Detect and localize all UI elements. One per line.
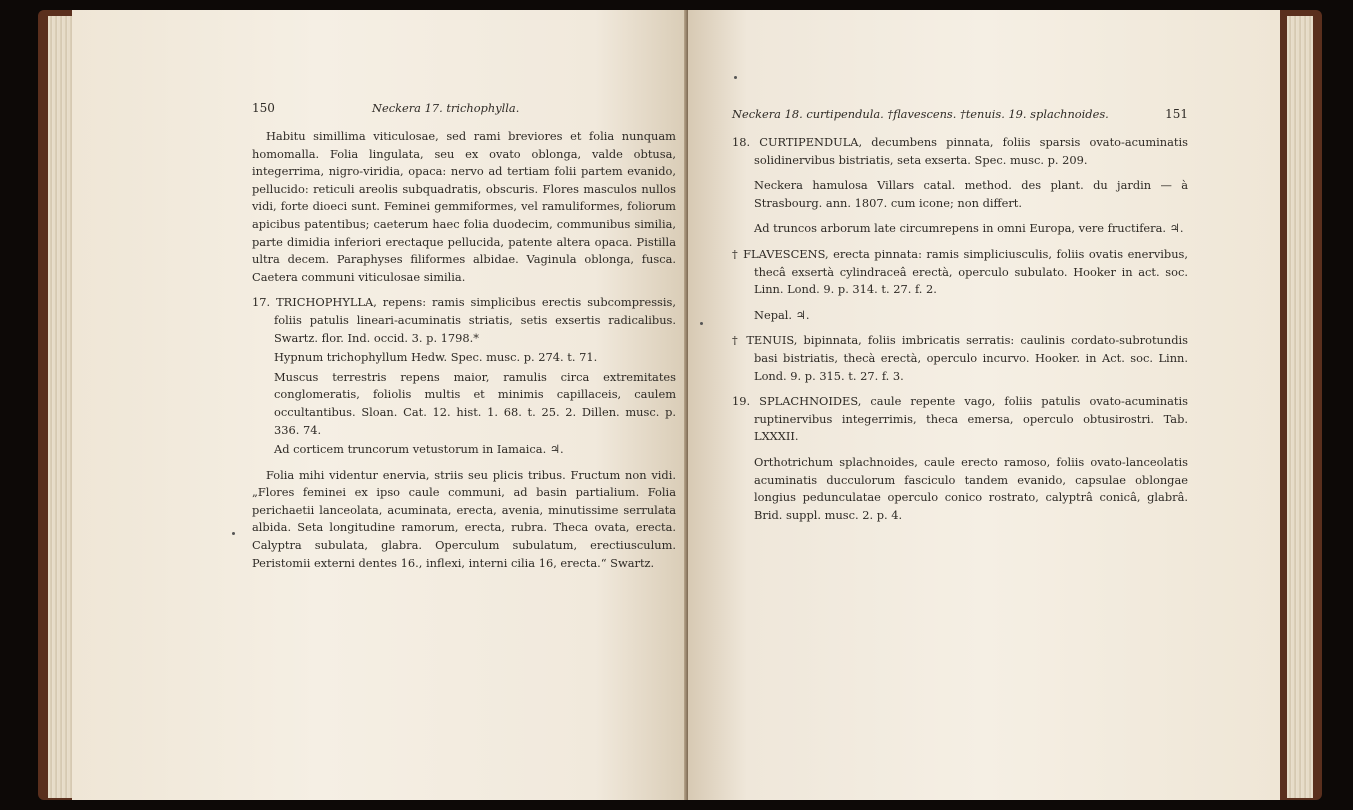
right-page-header [732, 106, 1188, 126]
left-page [72, 10, 688, 800]
species-entry: 18. CURTIPENDULA, decumbens pinnata, foliis sparsis ovato-acuminatis solidinervibus bistriatis, seta exserta. Spec. musc. p. 209. [732, 135, 1188, 167]
species-entry: † FLAVESCENS, erecta pinnata: ramis simpliciusculis, foliis ovatis enervibus, thecâ exsertà cylindraceâ erectà, operculo subulato. Hooker in act. soc. Linn. Lond. 9. p. 314. t. 27. f. 2. [732, 246, 1188, 297]
page-speck [700, 322, 703, 325]
habitat-line: Ad corticem truncorum vetustorum in Iamaica. ♃. [274, 442, 564, 457]
species-entry: † TENUIS, bipinnata, foliis imbricatis serratis: caulinis cordato-subrotundis basi bistriatis, thecà erectà, operculo incurvo. Hooker. in Act. soc. Linn. Lond. 9. p. 315. t. 27. f. 3. [732, 333, 1188, 383]
left-page-text [252, 100, 676, 572]
habitat-line: Nepal. ♃. [754, 307, 810, 322]
note-paragraph: Folia mihi videntur enervia, striis seu plicis tribus. Fructum non vidi. „Flores feminei ex ipso caule communi, ad basin partialium. Folia perichaetii lanceolata, acuminata, erecta, avenia, minutissime serrulata albida. Seta longitudine ramorum, erecta, rubra. Theca ovata, erecta. Calyptra subulata, glabra. Operculum subulatum, erectiusculum. Peristomii externi dentes 16., inflexi, interni cilia 16, erecta.“ Swartz. [252, 467, 676, 570]
page-speck [734, 76, 737, 79]
running-title: Neckera 17. trichophylla. [372, 101, 520, 115]
habitat-line: Ad truncos arborum late circumrepens in omni Europa, vere fructifera. ♃. [754, 221, 1184, 236]
running-title: Neckera 18. curtipendula. †flavescens. †tenuis. 19. splachnoides. [732, 107, 1109, 121]
page-edges-right [1287, 16, 1313, 798]
right-page-text [732, 106, 1188, 524]
page-speck [232, 532, 235, 535]
synonym-line: Orthotrichum splachnoides, caule erecto ramoso, foliis ovato-lanceolatis acuminatis ducculorum fasciculo tandem evanido, capsulae oblongae longius pedunculatae operculo conico rostrato, calyptrâ conicâ, glabrâ. Brid. suppl. musc. 2. p. 4. [754, 454, 1188, 522]
right-page [688, 10, 1280, 800]
description-paragraph: Habitu simillima viticulosae, sed rami breviores et folia nunquam homomalla. Folia lingulata, seu ex ovato oblonga, valde obtusa, integerrima, nigro-viridia, opaca: nervo ad tertiam folii partem evanido, pellucido: reticuli areolis subquadratis, obscuris. Flores masculos nullos vidi, forte dioeci sunt. Feminei gemmiformes, vel ramuliformes, foliorum apicibus patentibus; caeterum haec folia duodecim, communibus similia, parte dimidia inferiori erectaque pellucida, patente altera opaca. Pistilla ultra decem. Paraphyses filiformes albidae. Vaginula oblonga, fusca. Caetera communi viticulosae similia. [252, 129, 676, 284]
synonym-line: Muscus terrestris repens maior, ramulis circa extremitates conglomeratis, foliolis multis et minimis capillaceis, caulem occultantibus. Sloan. Cat. 12. hist. 1. 68. t. 25. 2. Dillen. musc. p. 336. 74. [274, 369, 676, 437]
left-page-header [252, 100, 676, 120]
synonym-line: Neckera hamulosa Villars catal. method. des plant. du jardin — à Strasbourg. ann. 1807. cum icone; non differt. [754, 178, 1188, 210]
synonym-line: Hypnum trichophyllum Hedw. Spec. musc. p. 274. t. 71. [274, 350, 598, 365]
page-number: 150 [252, 101, 275, 115]
page-number: 151 [1165, 107, 1188, 121]
species-entry: 17. TRICHOPHYLLA, repens: ramis simplicibus erectis subcompressis, foliis patulis lineari-acuminatis striatis, setis exsertis radicalibus. Swartz. flor. Ind. occid. 3. p. 1798.* [252, 295, 676, 345]
page-edges-left [48, 16, 74, 798]
species-entry: 19. SPLACHNOIDES, caule repente vago, foliis patulis ovato-acuminatis ruptinervibus integerrimis, theca emersa, operculo obtusirostri. Tab. LXXXII. [732, 394, 1188, 444]
